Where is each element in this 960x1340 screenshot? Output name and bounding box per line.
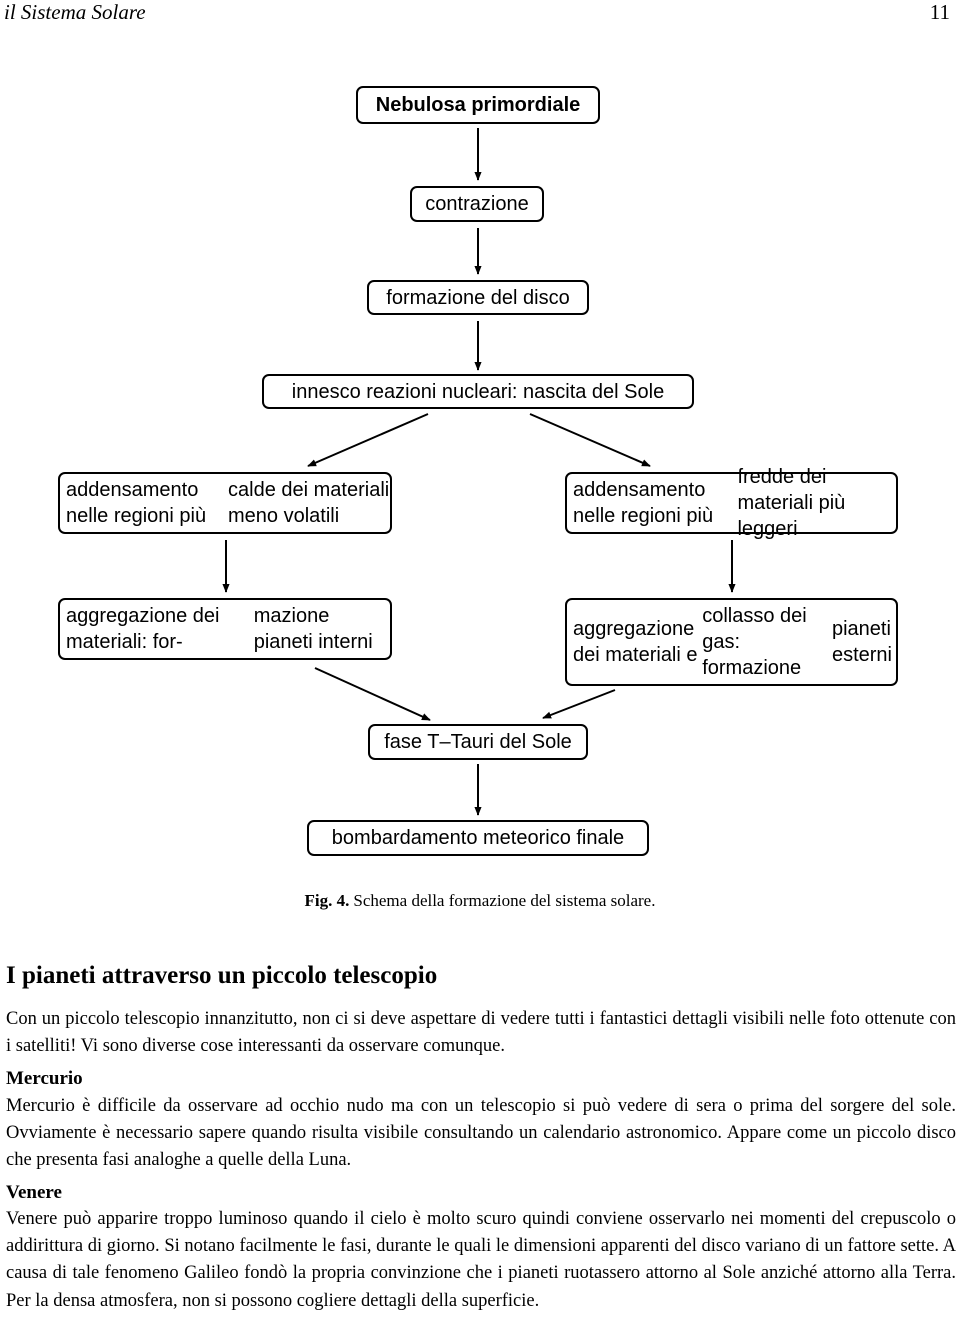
flow-node-line: addensamento nelle regioni più <box>573 479 714 527</box>
flow-node-disk: formazione del disco <box>367 280 589 315</box>
flow-node-t-tauri: fase T–Tauri del Sole <box>368 724 588 760</box>
figure-caption <box>0 890 960 912</box>
flow-node-line: fredde dei materiali più leggeri <box>737 466 846 540</box>
flow-node-nebula: Nebulosa primordiale <box>356 86 600 124</box>
flow-node-outer-planets <box>565 598 898 686</box>
page-number: 11 <box>929 0 950 24</box>
figure-label: Fig. 4. <box>304 891 350 910</box>
flow-node-cold-accretion <box>565 466 898 540</box>
arrow-outer-to-ttauri <box>543 690 615 718</box>
flow-node-line: pianeti esterni <box>831 618 892 666</box>
flow-node-ignition: innesco reazioni nucleari: nascita del Sole <box>262 374 694 409</box>
flow-node-line: mazione pianeti interni <box>253 605 373 653</box>
flow-node-inner-planets <box>58 598 392 660</box>
arrow-ignition-to-left <box>308 414 428 466</box>
flow-node-bombardment: bombardamento meteorico finale <box>307 820 649 856</box>
figure-caption-text: Schema della formazione del sistema solare. <box>353 891 656 910</box>
venus-paragraph: Venere può apparire troppo luminoso quando il cielo è molto scuro quindi conviene osservarlo nei momenti del crepuscolo o addirittura di giorno. Si notano facilmente le fasi, durante le quali le dimensioni apparenti del disco variano di un fattore sette. A causa di tale fenomeno Galileo fondò la propria convinzione che i pianeti ruotassero attorno al Sole anziché attorno alla Terra. Per la densa atmosfera, non si possono cogliere dettagli della superficie. <box>6 1209 956 1311</box>
flow-node-hot-accretion <box>58 472 392 534</box>
flow-node-line: collasso dei gas: formazione <box>702 605 807 679</box>
arrow-ignition-to-right <box>530 414 650 466</box>
flow-node-line: calde dei materiali meno volatili <box>228 479 390 527</box>
mercury-paragraph: Mercurio è difficile da osservare ad occhio nudo ma con un telescopio si può vedere di sera o prima del sorgere del sole. Ovviamente è necessario sapere quando risulta visibile consultando un calendario astronomico. Appare come un piccolo disco che presenta fasi analoghe a quelle della Luna. <box>6 1096 956 1171</box>
running-header-title: il Sistema Solare <box>4 0 146 24</box>
section-title: I pianeti attraverso un piccolo telescopio <box>6 962 438 989</box>
flow-node-line: addensamento nelle regioni più <box>66 479 207 527</box>
subsection-title-mercury: Mercurio <box>6 1068 83 1089</box>
flow-node-line: aggregazione dei materiali: for- <box>66 605 220 653</box>
subsection-title-venus: Venere <box>6 1182 62 1203</box>
flow-node-contraction: contrazione <box>410 186 544 222</box>
intro-paragraph: Con un piccolo telescopio innanzitutto, non ci si deve aspettare di vedere tutti i fantastici dettagli visibili nelle foto ottenute con i satelliti! Vi sono diverse cose interessanti da osservare comunque. <box>6 1009 956 1057</box>
arrow-inner-to-ttauri <box>315 668 430 720</box>
flow-node-line: aggregazione dei materiali e <box>573 618 698 666</box>
